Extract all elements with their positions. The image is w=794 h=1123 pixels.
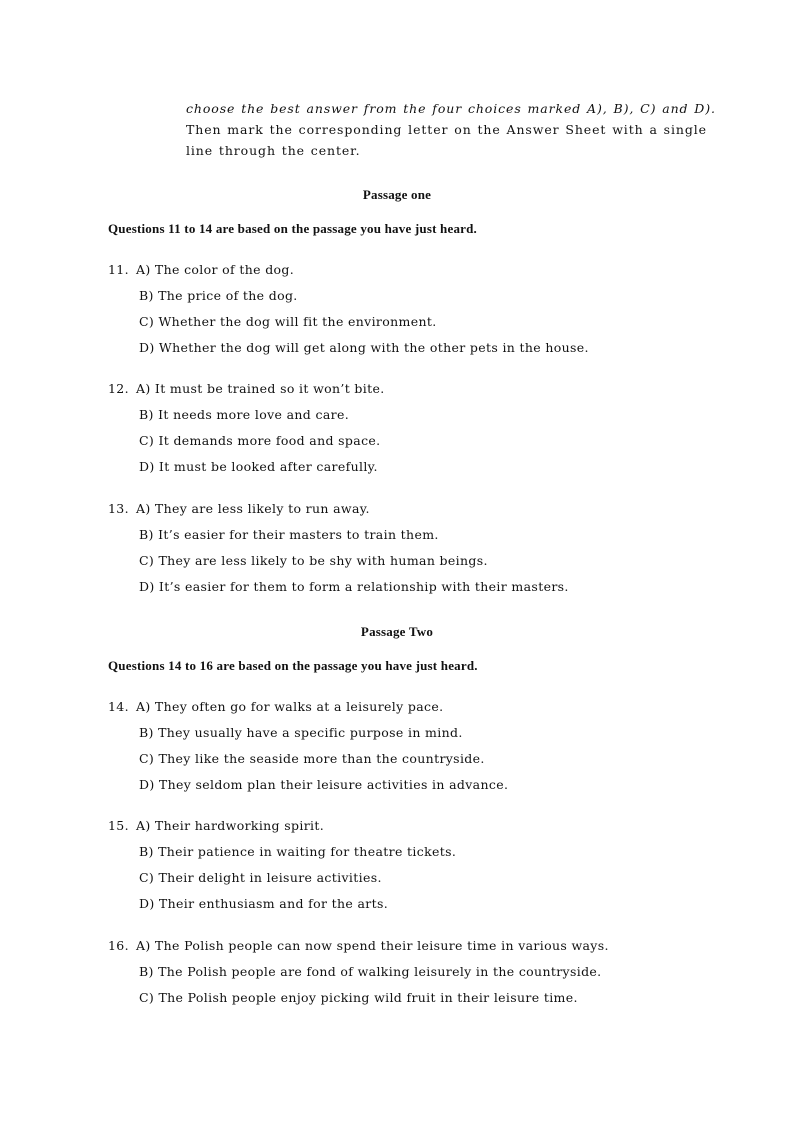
option-text: A) It must be trained so it won’t bite. [136, 381, 385, 396]
question-13-option-b: B) It’s easier for their masters to train them. [139, 527, 439, 542]
question-15-option-b: B) Their patience in waiting for theatre tickets. [139, 844, 457, 859]
question-12-option-a [108, 381, 385, 397]
question-12-option-c: C) It demands more food and space. [139, 433, 381, 448]
instructions-line-3: line through the center. [186, 143, 361, 158]
option-text: A) Their hardworking spirit. [136, 818, 325, 833]
question-14-option-c: C) They like the seaside more than the countryside. [139, 751, 485, 766]
question-12-option-b: B) It needs more love and care. [139, 407, 350, 422]
question-15-option-d: D) Their enthusiasm and for the arts. [139, 896, 389, 911]
question-15-option-c: C) Their delight in leisure activities. [139, 870, 382, 885]
question-number: 14. [108, 699, 129, 714]
question-number: 12. [108, 381, 129, 396]
question-14-option-d: D) They seldom plan their leisure activities in advance. [139, 777, 509, 792]
option-text: A) They are less likely to run away. [136, 501, 370, 516]
question-12-option-d: D) It must be looked after carefully. [139, 459, 378, 474]
instructions-line-1: choose the best answer from the four choices marked A), B), C) and D). [186, 101, 716, 116]
question-13-option-d: D) It’s easier for them to form a relationship with their masters. [139, 579, 569, 594]
question-16-option-a [108, 938, 609, 954]
question-11-option-b: B) The price of the dog. [139, 288, 298, 303]
question-number: 16. [108, 938, 129, 953]
question-14-option-b: B) They usually have a specific purpose in mind. [139, 725, 463, 740]
question-15-option-a [108, 818, 324, 834]
question-11-option-c: C) Whether the dog will fit the environment. [139, 314, 437, 329]
question-14-option-a [108, 699, 443, 715]
question-11-option-a [108, 262, 294, 278]
question-13-option-c: C) They are less likely to be shy with human beings. [139, 553, 488, 568]
question-number: 13. [108, 501, 129, 516]
passage-two-title: Passage Two [360, 624, 434, 639]
passage-one-intro: Questions 11 to 14 are based on the passage you have just heard. [108, 221, 478, 236]
option-text: A) They often go for walks at a leisurely pace. [136, 699, 444, 714]
passage-one-title: Passage one [362, 187, 432, 202]
question-16-option-c: C) The Polish people enjoy picking wild fruit in their leisure time. [139, 990, 578, 1005]
question-16-option-b: B) The Polish people are fond of walking leisurely in the countryside. [139, 964, 602, 979]
option-text: A) The Polish people can now spend their leisure time in various ways. [136, 938, 609, 953]
option-text: A) The color of the dog. [136, 262, 295, 277]
question-11-option-d: D) Whether the dog will get along with the other pets in the house. [139, 340, 589, 355]
question-number: 15. [108, 818, 129, 833]
question-13-option-a [108, 501, 370, 517]
passage-two-intro: Questions 14 to 16 are based on the passage you have just heard. [108, 658, 478, 673]
question-number: 11. [108, 262, 129, 277]
instructions-line-2: Then mark the corresponding letter on the Answer Sheet with a single [186, 122, 707, 137]
